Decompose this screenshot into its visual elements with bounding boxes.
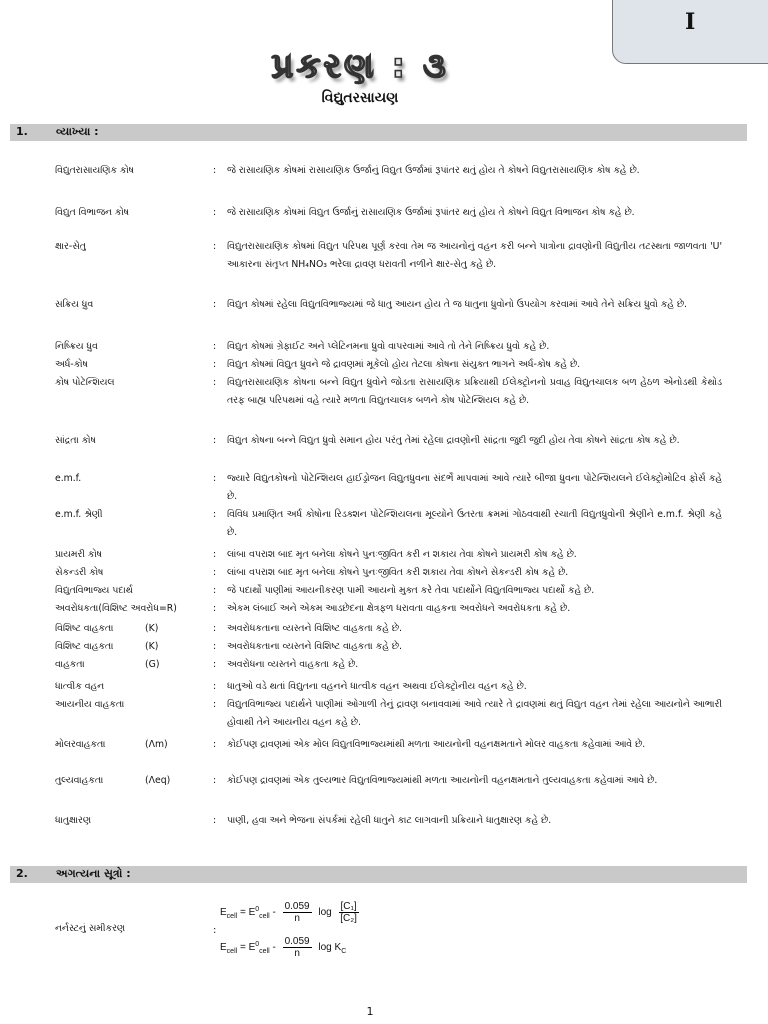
definition-term: પ્રાયમરી કોષ: [55, 549, 102, 560]
definition-text: એકમ લંબાઈ અને એકમ આડછેદના ક્ષેત્રફળ ધરાવતા વાહકના અવરોધને અવરોધકતા કહે છે.: [227, 603, 571, 614]
definition-text: વિદ્યુત કોષના બન્ને વિદ્યુત ધ્રુવો સમાન હોય પરંતુ તેમાં રહેલા દ્રાવણોની સાંદ્રતા જુદી જુદી હોય તેવા કોષને સાંદ્રતા કોષ કહે છે.: [227, 435, 680, 446]
definition-term: અવરોધકતા(વિશિષ્ટ અવરોધ=R): [55, 603, 177, 614]
nernst-colon: :: [213, 925, 217, 936]
tab-label: I: [685, 9, 696, 35]
definition-term: સાંદ્રતા કોષ: [55, 435, 96, 446]
fraction: $\frac{0.059}{n}$: [284, 901, 310, 924]
fraction: $\frac{0.059}{n}$: [284, 936, 310, 959]
definition-colon: :: [213, 509, 217, 520]
definition-symbol: (K): [145, 641, 159, 652]
definition-colon: :: [213, 241, 217, 252]
definition-term: ધાત્વીક વહન: [55, 681, 105, 692]
definition-term: અર્ધ-કોષ: [55, 359, 88, 370]
definition-colon: :: [213, 359, 217, 370]
definition-text: વિવિધ પ્રમાણિત અર્ધ કોષોના રિડક્શન પોટેન્શિયલના મૂલ્યોને ઉતરતા ક્રમમાં ગોઠવવાથી રચાતી વિદ્યુતધ્રુવોની શ્રેણીને e.m.f. શ્રેણી કહે છે.: [227, 509, 722, 538]
definition-colon: :: [213, 567, 217, 578]
definition-term: વિદ્યુતરાસાયણિક કોષ: [55, 165, 134, 176]
definition-term: વિશિષ્ટ વાહકતા (K): [55, 638, 205, 656]
section-title: અગત્યના સૂત્રો :: [56, 867, 131, 880]
definition-text: જ્યારે વિદ્યુતકોષનો પોટેન્શિયલ હાઈડ્રોજન વિદ્યુતધ્રુવના સંદર્ભે માપવામાં આવે ત્યારે બીજા ધ્રુવના પોટેન્શિયલને ઈલેક્ટ્રોમોટિવ ફોર્સ કહે છે.: [227, 473, 722, 502]
section-heading-formulas: [10, 866, 747, 883]
definition-text: અવરોધના વ્યસ્તને વાહકતા કહે છે.: [227, 659, 359, 670]
definition-term: કોષ પોટેન્શિયલ: [55, 377, 115, 388]
definition-term: મોલરવાહકતા (Λm): [55, 736, 205, 754]
definition-term: તુલ્યવાહકતા (Λeq): [55, 772, 205, 790]
definition-text: વિદ્યુતરાસાયણિક કોષમાં વિદ્યુત પરિપથ પૂર્ણ કરવા તેમ જ આયનોનું વહન કરી બન્ને પાત્રોના દ્રાવણોની વિદ્યુતીય તટસ્થતા જાળવતા 'U' આકારના સંતૃપ્ત NH₄NO₃ ભરેલા દ્રાવણ ધરાવતી નળીને ક્ષાર-સેતુ કહે છે.: [227, 241, 722, 270]
definition-colon: :: [213, 659, 217, 670]
definition-colon: :: [213, 603, 217, 614]
definition-term: e.m.f. શ્રેણી: [55, 509, 103, 520]
definition-colon: :: [213, 341, 217, 352]
definition-term: વિદ્યુતવિભાજ્ય પદાર્થ: [55, 585, 133, 596]
definition-colon: :: [213, 699, 217, 710]
definition-text: વિદ્યુતવિભાજ્ય પદાર્થને પાણીમાં ઓગાળી તેનું દ્રાવણ બનાવવામાં આવે ત્યારે તે દ્રાવણમાં થતું વિદ્યુત વહન તેમાં રહેલા આયનોને આભારી હોવાથી તેને આયનીય વહન કહે છે.: [227, 699, 722, 728]
section-tab: [612, 0, 768, 64]
nernst-label: નર્નસ્ટનું સમીકરણ: [55, 923, 125, 934]
definition-term: ક્ષાર-સેતુ: [55, 241, 86, 252]
definition-text: જે રાસાયણિક કોષમાં વિદ્યુત ઉર્જાનું રાસાયણિક ઉર્જામાં રૂપાંતર થતું હોય તે કોષને વિદ્યુત વિભાજન કોષ કહે છે.: [227, 207, 635, 218]
definition-term: e.m.f.: [55, 473, 82, 484]
definition-term: સેકન્ડરી કોષ: [55, 567, 104, 578]
definition-term: વિશિષ્ટ વાહકતા (K): [55, 620, 205, 638]
definition-text: જે પદાર્થો પાણીમાં આયનીકરણ પામી આયનો મુક્ત કરે તેવા પદાર્થોને વિદ્યુતવિભાજ્ય પદાર્થો કહે છે.: [227, 585, 595, 596]
definition-term: ધાતુક્ષારણ: [55, 815, 91, 826]
section-heading-definitions: [10, 124, 747, 141]
definition-colon: :: [213, 435, 217, 446]
definition-term: નિષ્ક્રિય ધ્રુવ: [55, 341, 98, 352]
definition-text: લાંબા વપરાશ બાદ મૃત બનેલા કોષને પુનઃજીવિત કરી ન શકાય તેવા કોષને પ્રાયમરી કોષ કહે છે.: [227, 549, 577, 560]
definition-text: અવરોધકતાના વ્યસ્તને વિશિષ્ટ વાહકતા કહે છે.: [227, 641, 402, 652]
definition-text: વિદ્યુત કોષમાં રહેલા વિદ્યુતવિભાજ્યમાં જે ધાતુ આયન હોય તે જ ધાતુના ધ્રુવોનો ઉપયોગ કરવામાં આવે તેને સક્રિય ધ્રુવો કહે છે.: [227, 299, 688, 310]
definition-text: પાણી, હવા અને ભેજના સંપર્કમાં રહેલી ધાતુને કાટ લાગવાની પ્રક્રિયાને ધાતુક્ષારણ કહે છે.: [227, 815, 552, 826]
definition-text: લાંબા વપરાશ બાદ મૃત બનેલા કોષને પુનઃજીવિત કરી શકાય તેવા કોષને સેકન્ડરી કોષ કહે છે.: [227, 567, 569, 578]
section-number: 2.: [16, 867, 28, 880]
definition-text: અવરોધકતાના વ્યસ્તને વિશિષ્ટ વાહકતા કહે છે.: [227, 623, 402, 634]
definition-colon: :: [213, 165, 217, 176]
page-number: 1: [366, 1005, 374, 1018]
definition-symbol: (Λeq): [145, 775, 171, 786]
definition-colon: :: [213, 623, 217, 634]
definition-text: વિદ્યુતરાસાયણિક કોષના બન્ને વિદ્યુત ધ્રુવોને જોડતા રાસાયણિક પ્રક્રિયાથી ઈલેક્ટ્રોનનો પ્રવાહ વિદ્યુતચાલક બળ હેઠળ એનોડથી કેથોડ તરફ બાહ્ય પરિપથમાં વહે ત્યારે મળતા વિદ્યુતચાલક બળને કોષ પોટેન્શિયલ કહે છે.: [227, 377, 722, 406]
definition-term: વાહકતા (G): [55, 656, 205, 674]
definition-colon: :: [213, 815, 217, 826]
definition-term: સક્રિય ધ્રુવ: [55, 299, 94, 310]
section-title: વ્યાખ્યા :: [56, 125, 99, 138]
definition-text: વિદ્યુત કોષમાં ગ્રેફાઈટ અને પ્લેટિનમના ધ્રુવો વાપરવામાં આવે તો તેને નિષ્ક્રિય ધ્રુવો કહે છે.: [227, 341, 550, 352]
definition-term: વિદ્યુત વિભાજન કોષ: [55, 207, 129, 218]
nernst-equation-2: $E_{cell} = E^0_{cell}$ - $\frac{0.059}{n}$ $\log K_C$: [220, 936, 347, 959]
chapter-title: પ્રકરણ : ૩: [271, 46, 449, 86]
definition-colon: :: [213, 775, 217, 786]
definition-text: ધાતુઓ વડે થતાં વિદ્યુતના વહનને ધાત્વીક વહન અથવા ઈલેક્ટ્રોનીય વહન કહે છે.: [227, 681, 527, 692]
definition-colon: :: [213, 739, 217, 750]
chapter-subtitle: વિદ્યુતરસાયણ: [321, 90, 399, 106]
definition-colon: :: [213, 585, 217, 596]
definition-term: આયનીય વાહકતા: [55, 699, 125, 710]
concentration-ratio: $\frac{\text{[C₁]}}{\text{[C₂]}}$: [340, 901, 357, 924]
definition-text: વિદ્યુત કોષમાં વિદ્યુત ધ્રુવને જે દ્રાવણમાં મૂકેલો હોય તેટલા કોષના સંયુક્ત ભાગને અર્ધ-કોષ કહે છે.: [227, 359, 581, 370]
definition-text: કોઈપણ દ્રાવણમાં એક તુલ્યભાર વિદ્યુતવિભાજ્યમાંથી મળતા આયનોની વહનક્ષમતાને તુલ્યવાહકતા કહેવામાં આવે છે.: [227, 775, 658, 786]
definition-colon: :: [213, 549, 217, 560]
definition-colon: :: [213, 681, 217, 692]
definition-symbol: (K): [145, 623, 159, 634]
definition-colon: :: [213, 641, 217, 652]
definition-colon: :: [213, 207, 217, 218]
definition-text: જે રાસાયણિક કોષમાં રાસાયણિક ઉર્જાનું વિદ્યુત ઉર્જામાં રૂપાંતર થતું હોય તે કોષને વિદ્યુતરાસાયણિક કોષ કહે છે.: [227, 165, 640, 176]
definition-symbol: (G): [145, 659, 160, 670]
definition-colon: :: [213, 473, 217, 484]
definition-text: કોઈપણ દ્રાવણમાં એક મોલ વિદ્યુતવિભાજ્યમાંથી મળતા આયનોની વહનક્ષમતાને મોલર વાહકતા કહેવામાં આવે છે.: [227, 739, 646, 750]
definition-colon: :: [213, 299, 217, 310]
nernst-equation-1: $E_{cell} = E^0_{cell}$ - $\frac{0.059}{n}$ log $\frac{\text{[C₁]}}{\text{[C₂]}}$: [220, 901, 357, 924]
section-number: 1.: [16, 125, 28, 138]
definition-symbol: (Λm): [145, 739, 168, 750]
definition-colon: :: [213, 377, 217, 388]
